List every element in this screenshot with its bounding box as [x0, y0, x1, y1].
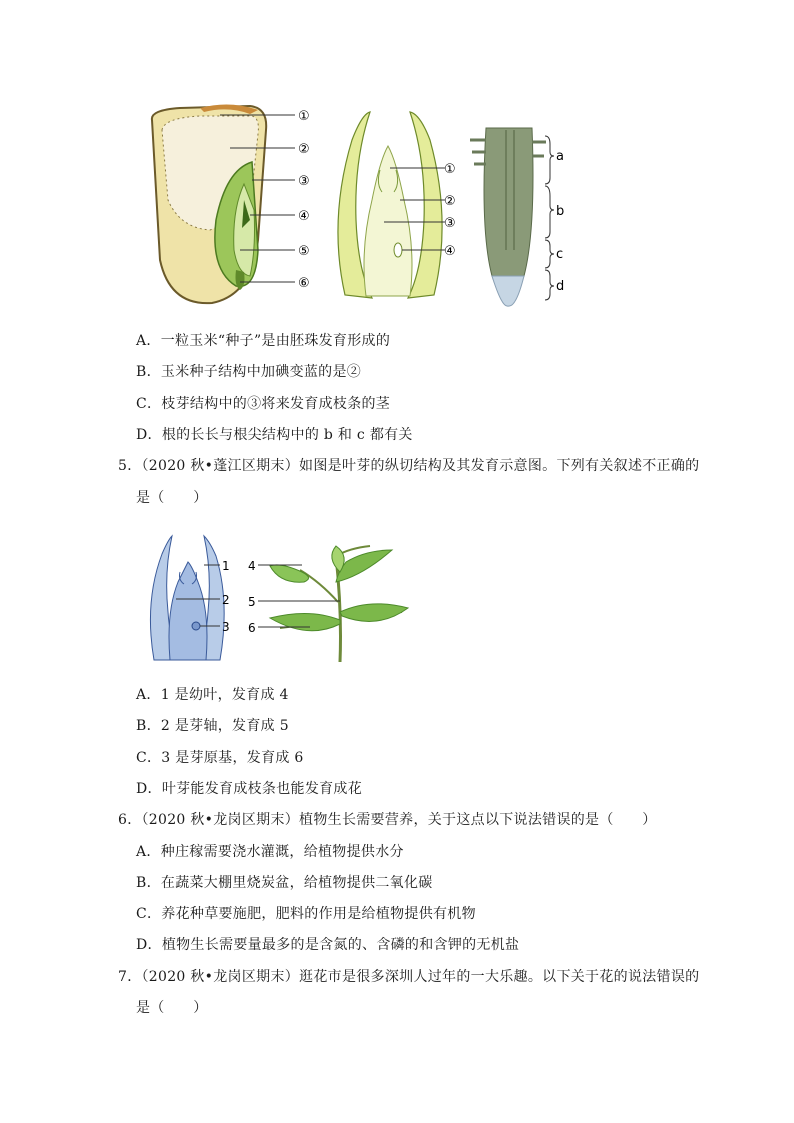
- seed-label-1: ①: [298, 109, 310, 124]
- q6-option-a: A．种庄稼需要浇水灌溉，给植物提供水分: [136, 844, 404, 860]
- corn-seed-diagram: [152, 104, 310, 303]
- branch-diagram: [248, 546, 408, 662]
- seed-label-3: ③: [298, 174, 310, 189]
- seed-label-4: ④: [298, 209, 310, 224]
- q6-stem: 6．（2020 秋•龙岗区期末）植物生长需要营养，关于这点以下说法错误的是（ ）: [118, 812, 657, 828]
- seed-label-6: ⑥: [298, 276, 310, 291]
- q7-stem-line1: 7．（2020 秋•龙岗区期末）逛花市是很多深圳人过年的一大乐趣。以下关于花的说法错误的: [118, 969, 700, 985]
- q5-stem-line1: 5．（2020 秋•蓬江区期末）如图是叶芽的纵切结构及其发育示意图。下列有关叙述不正确的: [118, 458, 700, 474]
- bud-fig-label-2: 2: [222, 593, 230, 607]
- root-label-b: b: [556, 204, 565, 219]
- bud-label-1: ①: [444, 162, 456, 177]
- root-label-d: d: [556, 279, 565, 294]
- seed-label-2: ②: [298, 142, 310, 157]
- q7-stem-line2: 是（ ）: [136, 1000, 208, 1016]
- q5-option-b: B．2 是芽轴，发育成 5: [136, 718, 289, 734]
- bud-label-4: ④: [444, 244, 456, 259]
- leaf-bud-section: [150, 536, 229, 660]
- figure-seed-bud-root: [140, 100, 590, 310]
- bud-label-3: ③: [444, 216, 456, 231]
- q5-option-d: D．叶芽能发育成枝条也能发育成花: [136, 781, 363, 797]
- bud-fig-label-3: 3: [222, 620, 230, 634]
- bud-label-2: ②: [444, 194, 456, 209]
- branch-label-4: 4: [248, 559, 256, 573]
- root-label-a: a: [556, 149, 564, 164]
- q6-option-c: C．养花种草要施肥，肥料的作用是给植物提供有机物: [136, 906, 476, 922]
- figure-leaf-bud-branch: [140, 532, 420, 667]
- root-tip-diagram: [470, 128, 564, 306]
- q4-option-d: D．根的长长与根尖结构中的 b 和 c 都有关: [136, 427, 413, 443]
- branch-label-6: 6: [248, 621, 256, 635]
- q4-option-a: A．一粒玉米“种子”是由胚珠发育形成的: [136, 333, 391, 349]
- bud-section-diagram: [338, 112, 456, 298]
- q5-option-a: A．1 是幼叶，发育成 4: [136, 687, 289, 703]
- branch-label-5: 5: [248, 595, 256, 609]
- q4-option-b: B．玉米种子结构中加碘变蓝的是②: [136, 364, 362, 380]
- q6-option-d: D．植物生长需要量最多的是含氮的、含磷的和含钾的无机盐: [136, 937, 520, 953]
- q6-option-b: B．在蔬菜大棚里烧炭盆，给植物提供二氧化碳: [136, 875, 433, 891]
- bud-fig-label-1: 1: [222, 559, 230, 573]
- root-label-c: c: [556, 247, 564, 262]
- seed-label-5: ⑤: [298, 244, 310, 259]
- q4-option-c: C．枝芽结构中的③将来发育成枝条的茎: [136, 396, 391, 412]
- q5-stem-line2: 是（ ）: [136, 490, 208, 506]
- q5-option-c: C．3 是芽原基，发育成 6: [136, 750, 304, 766]
